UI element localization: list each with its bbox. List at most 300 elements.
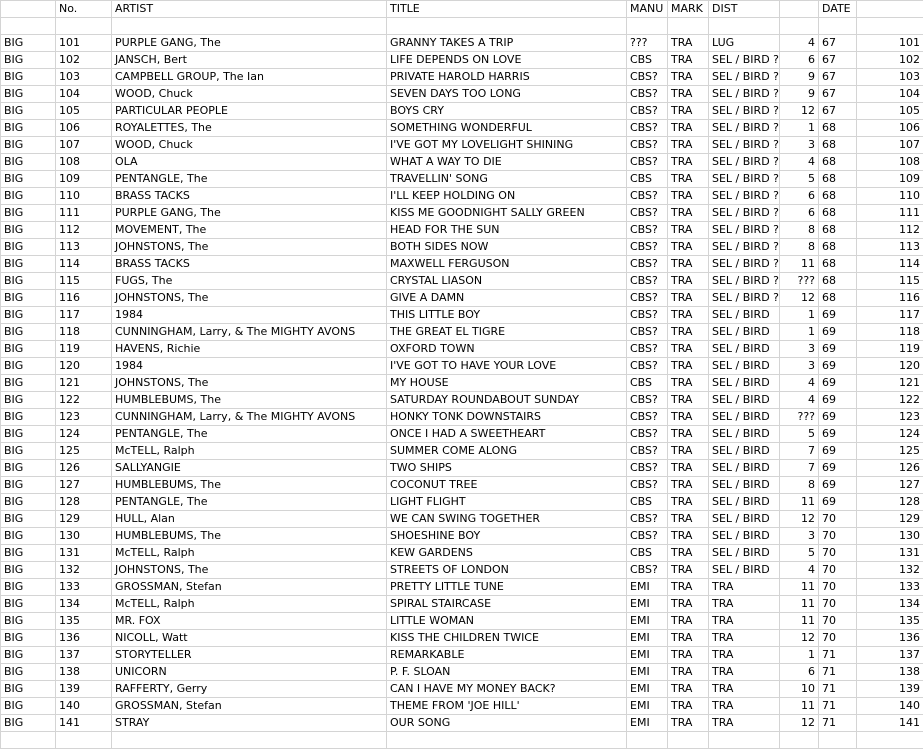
title-cell[interactable]: THE GREAT EL TIGRE — [387, 324, 627, 341]
label-cell[interactable]: BIG — [1, 426, 56, 443]
title-cell[interactable]: STREETS OF LONDON — [387, 562, 627, 579]
dist-cell[interactable]: SEL / BIRD ? — [709, 86, 780, 103]
catalog-cell[interactable]: 111 — [857, 205, 923, 222]
manu-cell[interactable]: CBS? — [627, 443, 668, 460]
catalog-cell[interactable]: 121 — [857, 375, 923, 392]
catalog-cell[interactable]: 134 — [857, 596, 923, 613]
year-cell[interactable]: 67 — [819, 103, 857, 120]
title-cell[interactable]: MY HOUSE — [387, 375, 627, 392]
title-cell[interactable]: KISS THE CHILDREN TWICE — [387, 630, 627, 647]
catalog-cell[interactable]: 135 — [857, 613, 923, 630]
mark-cell[interactable]: TRA — [668, 137, 709, 154]
mark-cell[interactable]: TRA — [668, 154, 709, 171]
title-cell[interactable]: BOYS CRY — [387, 103, 627, 120]
artist-cell[interactable]: HAVENS, Richie — [112, 341, 387, 358]
artist-cell[interactable]: OLA — [112, 154, 387, 171]
header-cell[interactable] — [1, 1, 56, 18]
empty-cell[interactable] — [857, 732, 923, 749]
catalog-cell[interactable]: 112 — [857, 222, 923, 239]
label-cell[interactable]: BIG — [1, 290, 56, 307]
header-cell[interactable] — [857, 1, 923, 18]
catalog-cell[interactable]: 103 — [857, 69, 923, 86]
title-cell[interactable]: THIS LITTLE BOY — [387, 307, 627, 324]
label-cell[interactable]: BIG — [1, 681, 56, 698]
dist-cell[interactable]: TRA — [709, 630, 780, 647]
artist-cell[interactable]: PENTANGLE, The — [112, 171, 387, 188]
mark-cell[interactable]: TRA — [668, 715, 709, 732]
number-cell[interactable]: 141 — [56, 715, 112, 732]
dist-cell[interactable]: SEL / BIRD ? — [709, 137, 780, 154]
number-cell[interactable]: 131 — [56, 545, 112, 562]
month-cell[interactable]: ??? — [780, 409, 819, 426]
catalog-cell[interactable]: 126 — [857, 460, 923, 477]
year-cell[interactable]: 69 — [819, 426, 857, 443]
artist-cell[interactable]: PURPLE GANG, The — [112, 35, 387, 52]
number-cell[interactable]: 104 — [56, 86, 112, 103]
dist-cell[interactable]: TRA — [709, 613, 780, 630]
artist-cell[interactable]: HULL, Alan — [112, 511, 387, 528]
title-cell[interactable]: WE CAN SWING TOGETHER — [387, 511, 627, 528]
title-cell[interactable]: LIGHT FLIGHT — [387, 494, 627, 511]
dist-cell[interactable]: SEL / BIRD — [709, 562, 780, 579]
manu-cell[interactable]: EMI — [627, 698, 668, 715]
title-cell[interactable]: ONCE I HAD A SWEETHEART — [387, 426, 627, 443]
catalog-cell[interactable]: 108 — [857, 154, 923, 171]
year-cell[interactable]: 68 — [819, 120, 857, 137]
label-cell[interactable]: BIG — [1, 528, 56, 545]
artist-cell[interactable]: BRASS TACKS — [112, 256, 387, 273]
catalog-cell[interactable]: 110 — [857, 188, 923, 205]
year-cell[interactable]: 68 — [819, 188, 857, 205]
year-cell[interactable]: 70 — [819, 545, 857, 562]
month-cell[interactable]: 7 — [780, 443, 819, 460]
title-cell[interactable]: KEW GARDENS — [387, 545, 627, 562]
month-cell[interactable]: 11 — [780, 494, 819, 511]
label-cell[interactable]: BIG — [1, 103, 56, 120]
dist-cell[interactable]: SEL / BIRD ? — [709, 256, 780, 273]
catalog-cell[interactable]: 102 — [857, 52, 923, 69]
mark-cell[interactable]: TRA — [668, 460, 709, 477]
header-cell[interactable] — [780, 1, 819, 18]
header-cell[interactable]: MANU — [627, 1, 668, 18]
manu-cell[interactable]: EMI — [627, 613, 668, 630]
artist-cell[interactable]: 1984 — [112, 358, 387, 375]
dist-cell[interactable]: SEL / BIRD — [709, 307, 780, 324]
label-cell[interactable]: BIG — [1, 86, 56, 103]
number-cell[interactable]: 106 — [56, 120, 112, 137]
dist-cell[interactable]: LUG — [709, 35, 780, 52]
label-cell[interactable]: BIG — [1, 698, 56, 715]
title-cell[interactable]: KISS ME GOODNIGHT SALLY GREEN — [387, 205, 627, 222]
dist-cell[interactable]: SEL / BIRD ? — [709, 239, 780, 256]
year-cell[interactable]: 68 — [819, 256, 857, 273]
artist-cell[interactable]: PENTANGLE, The — [112, 426, 387, 443]
year-cell[interactable]: 69 — [819, 477, 857, 494]
title-cell[interactable]: SATURDAY ROUNDABOUT SUNDAY — [387, 392, 627, 409]
label-cell[interactable]: BIG — [1, 477, 56, 494]
label-cell[interactable]: BIG — [1, 239, 56, 256]
mark-cell[interactable]: TRA — [668, 239, 709, 256]
label-cell[interactable]: BIG — [1, 715, 56, 732]
year-cell[interactable]: 70 — [819, 630, 857, 647]
manu-cell[interactable]: CBS? — [627, 324, 668, 341]
number-cell[interactable]: 113 — [56, 239, 112, 256]
label-cell[interactable]: BIG — [1, 596, 56, 613]
mark-cell[interactable]: TRA — [668, 86, 709, 103]
manu-cell[interactable]: CBS? — [627, 103, 668, 120]
number-cell[interactable]: 125 — [56, 443, 112, 460]
month-cell[interactable]: 7 — [780, 460, 819, 477]
label-cell[interactable]: BIG — [1, 545, 56, 562]
month-cell[interactable]: 6 — [780, 205, 819, 222]
title-cell[interactable]: I'LL KEEP HOLDING ON — [387, 188, 627, 205]
label-cell[interactable]: BIG — [1, 35, 56, 52]
title-cell[interactable]: GRANNY TAKES A TRIP — [387, 35, 627, 52]
artist-cell[interactable]: McTELL, Ralph — [112, 596, 387, 613]
empty-cell[interactable] — [857, 18, 923, 35]
month-cell[interactable]: 6 — [780, 664, 819, 681]
manu-cell[interactable]: CBS? — [627, 460, 668, 477]
artist-cell[interactable]: MR. FOX — [112, 613, 387, 630]
empty-cell[interactable] — [668, 732, 709, 749]
manu-cell[interactable]: CBS? — [627, 120, 668, 137]
number-cell[interactable]: 130 — [56, 528, 112, 545]
number-cell[interactable]: 115 — [56, 273, 112, 290]
catalog-cell[interactable]: 120 — [857, 358, 923, 375]
manu-cell[interactable]: CBS? — [627, 409, 668, 426]
artist-cell[interactable]: NICOLL, Watt — [112, 630, 387, 647]
dist-cell[interactable]: TRA — [709, 647, 780, 664]
manu-cell[interactable]: CBS? — [627, 154, 668, 171]
month-cell[interactable]: 11 — [780, 698, 819, 715]
header-cell[interactable]: TITLE — [387, 1, 627, 18]
manu-cell[interactable]: CBS? — [627, 290, 668, 307]
artist-cell[interactable]: BRASS TACKS — [112, 188, 387, 205]
label-cell[interactable]: BIG — [1, 154, 56, 171]
empty-cell[interactable] — [387, 18, 627, 35]
artist-cell[interactable]: CAMPBELL GROUP, The Ian — [112, 69, 387, 86]
catalog-cell[interactable]: 106 — [857, 120, 923, 137]
year-cell[interactable]: 70 — [819, 562, 857, 579]
label-cell[interactable]: BIG — [1, 579, 56, 596]
catalog-cell[interactable]: 115 — [857, 273, 923, 290]
number-cell[interactable]: 124 — [56, 426, 112, 443]
empty-cell[interactable] — [819, 18, 857, 35]
title-cell[interactable]: SUMMER COME ALONG — [387, 443, 627, 460]
dist-cell[interactable]: SEL / BIRD ? — [709, 222, 780, 239]
label-cell[interactable]: BIG — [1, 392, 56, 409]
title-cell[interactable]: THEME FROM 'JOE HILL' — [387, 698, 627, 715]
dist-cell[interactable]: SEL / BIRD — [709, 324, 780, 341]
title-cell[interactable]: CRYSTAL LIASON — [387, 273, 627, 290]
title-cell[interactable]: MAXWELL FERGUSON — [387, 256, 627, 273]
month-cell[interactable]: 1 — [780, 324, 819, 341]
catalog-cell[interactable]: 125 — [857, 443, 923, 460]
title-cell[interactable]: GIVE A DAMN — [387, 290, 627, 307]
number-cell[interactable]: 129 — [56, 511, 112, 528]
month-cell[interactable]: 11 — [780, 256, 819, 273]
dist-cell[interactable]: TRA — [709, 698, 780, 715]
artist-cell[interactable]: WOOD, Chuck — [112, 86, 387, 103]
catalog-cell[interactable]: 130 — [857, 528, 923, 545]
dist-cell[interactable]: SEL / BIRD ? — [709, 188, 780, 205]
dist-cell[interactable]: SEL / BIRD — [709, 443, 780, 460]
manu-cell[interactable]: CBS — [627, 171, 668, 188]
artist-cell[interactable]: JOHNSTONS, The — [112, 239, 387, 256]
number-cell[interactable]: 111 — [56, 205, 112, 222]
empty-cell[interactable] — [1, 732, 56, 749]
manu-cell[interactable]: EMI — [627, 715, 668, 732]
artist-cell[interactable]: WOOD, Chuck — [112, 137, 387, 154]
mark-cell[interactable]: TRA — [668, 579, 709, 596]
mark-cell[interactable]: TRA — [668, 409, 709, 426]
title-cell[interactable]: SHOESHINE BOY — [387, 528, 627, 545]
number-cell[interactable]: 102 — [56, 52, 112, 69]
manu-cell[interactable]: CBS? — [627, 273, 668, 290]
artist-cell[interactable]: PURPLE GANG, The — [112, 205, 387, 222]
manu-cell[interactable]: EMI — [627, 579, 668, 596]
artist-cell[interactable]: JOHNSTONS, The — [112, 290, 387, 307]
dist-cell[interactable]: SEL / BIRD ? — [709, 154, 780, 171]
year-cell[interactable]: 69 — [819, 375, 857, 392]
manu-cell[interactable]: CBS? — [627, 256, 668, 273]
empty-cell[interactable] — [819, 732, 857, 749]
dist-cell[interactable]: SEL / BIRD — [709, 528, 780, 545]
title-cell[interactable]: SPIRAL STAIRCASE — [387, 596, 627, 613]
header-cell[interactable]: No. — [56, 1, 112, 18]
number-cell[interactable]: 110 — [56, 188, 112, 205]
month-cell[interactable]: 3 — [780, 528, 819, 545]
label-cell[interactable]: BIG — [1, 341, 56, 358]
mark-cell[interactable]: TRA — [668, 630, 709, 647]
empty-cell[interactable] — [709, 732, 780, 749]
number-cell[interactable]: 134 — [56, 596, 112, 613]
year-cell[interactable]: 70 — [819, 613, 857, 630]
month-cell[interactable]: 6 — [780, 188, 819, 205]
dist-cell[interactable]: TRA — [709, 715, 780, 732]
month-cell[interactable]: 12 — [780, 630, 819, 647]
month-cell[interactable]: 8 — [780, 477, 819, 494]
title-cell[interactable]: WHAT A WAY TO DIE — [387, 154, 627, 171]
mark-cell[interactable]: TRA — [668, 307, 709, 324]
artist-cell[interactable]: PENTANGLE, The — [112, 494, 387, 511]
label-cell[interactable]: BIG — [1, 205, 56, 222]
mark-cell[interactable]: TRA — [668, 290, 709, 307]
empty-cell[interactable] — [387, 732, 627, 749]
header-cell[interactable]: ARTIST — [112, 1, 387, 18]
manu-cell[interactable]: CBS? — [627, 86, 668, 103]
mark-cell[interactable]: TRA — [668, 613, 709, 630]
manu-cell[interactable]: EMI — [627, 664, 668, 681]
year-cell[interactable]: 70 — [819, 579, 857, 596]
mark-cell[interactable]: TRA — [668, 562, 709, 579]
manu-cell[interactable]: CBS — [627, 494, 668, 511]
dist-cell[interactable]: TRA — [709, 579, 780, 596]
dist-cell[interactable]: SEL / BIRD — [709, 460, 780, 477]
dist-cell[interactable]: SEL / BIRD ? — [709, 273, 780, 290]
month-cell[interactable]: 4 — [780, 35, 819, 52]
catalog-cell[interactable]: 137 — [857, 647, 923, 664]
year-cell[interactable]: 69 — [819, 358, 857, 375]
number-cell[interactable]: 105 — [56, 103, 112, 120]
empty-cell[interactable] — [780, 732, 819, 749]
title-cell[interactable]: TWO SHIPS — [387, 460, 627, 477]
number-cell[interactable]: 121 — [56, 375, 112, 392]
catalog-cell[interactable]: 118 — [857, 324, 923, 341]
number-cell[interactable]: 135 — [56, 613, 112, 630]
mark-cell[interactable]: TRA — [668, 681, 709, 698]
artist-cell[interactable]: JANSCH, Bert — [112, 52, 387, 69]
artist-cell[interactable]: SALLYANGIE — [112, 460, 387, 477]
mark-cell[interactable]: TRA — [668, 324, 709, 341]
month-cell[interactable]: 5 — [780, 426, 819, 443]
month-cell[interactable]: 4 — [780, 154, 819, 171]
mark-cell[interactable]: TRA — [668, 273, 709, 290]
month-cell[interactable]: 1 — [780, 307, 819, 324]
title-cell[interactable]: TRAVELLIN' SONG — [387, 171, 627, 188]
year-cell[interactable]: 71 — [819, 715, 857, 732]
month-cell[interactable]: 3 — [780, 358, 819, 375]
empty-cell[interactable] — [56, 732, 112, 749]
month-cell[interactable]: 4 — [780, 392, 819, 409]
year-cell[interactable]: 68 — [819, 290, 857, 307]
catalog-cell[interactable]: 133 — [857, 579, 923, 596]
number-cell[interactable]: 140 — [56, 698, 112, 715]
label-cell[interactable]: BIG — [1, 137, 56, 154]
artist-cell[interactable]: GROSSMAN, Stefan — [112, 698, 387, 715]
year-cell[interactable]: 69 — [819, 443, 857, 460]
month-cell[interactable]: ??? — [780, 273, 819, 290]
label-cell[interactable]: BIG — [1, 443, 56, 460]
label-cell[interactable]: BIG — [1, 664, 56, 681]
catalog-cell[interactable]: 109 — [857, 171, 923, 188]
artist-cell[interactable]: RAFFERTY, Gerry — [112, 681, 387, 698]
label-cell[interactable]: BIG — [1, 630, 56, 647]
manu-cell[interactable]: CBS? — [627, 137, 668, 154]
dist-cell[interactable]: TRA — [709, 596, 780, 613]
manu-cell[interactable]: CBS? — [627, 562, 668, 579]
manu-cell[interactable]: CBS? — [627, 307, 668, 324]
label-cell[interactable]: BIG — [1, 52, 56, 69]
year-cell[interactable]: 70 — [819, 528, 857, 545]
year-cell[interactable]: 69 — [819, 341, 857, 358]
month-cell[interactable]: 9 — [780, 86, 819, 103]
number-cell[interactable]: 107 — [56, 137, 112, 154]
catalog-cell[interactable]: 117 — [857, 307, 923, 324]
header-cell[interactable]: DATE — [819, 1, 857, 18]
mark-cell[interactable]: TRA — [668, 596, 709, 613]
catalog-cell[interactable]: 131 — [857, 545, 923, 562]
artist-cell[interactable]: FUGS, The — [112, 273, 387, 290]
year-cell[interactable]: 67 — [819, 69, 857, 86]
title-cell[interactable]: BOTH SIDES NOW — [387, 239, 627, 256]
year-cell[interactable]: 68 — [819, 239, 857, 256]
manu-cell[interactable]: CBS? — [627, 341, 668, 358]
label-cell[interactable]: BIG — [1, 120, 56, 137]
number-cell[interactable]: 103 — [56, 69, 112, 86]
mark-cell[interactable]: TRA — [668, 69, 709, 86]
number-cell[interactable]: 122 — [56, 392, 112, 409]
number-cell[interactable]: 133 — [56, 579, 112, 596]
empty-cell[interactable] — [1, 18, 56, 35]
year-cell[interactable]: 70 — [819, 596, 857, 613]
number-cell[interactable]: 128 — [56, 494, 112, 511]
title-cell[interactable]: CAN I HAVE MY MONEY BACK? — [387, 681, 627, 698]
label-cell[interactable]: BIG — [1, 188, 56, 205]
mark-cell[interactable]: TRA — [668, 664, 709, 681]
catalog-cell[interactable]: 122 — [857, 392, 923, 409]
mark-cell[interactable]: TRA — [668, 494, 709, 511]
dist-cell[interactable]: SEL / BIRD — [709, 341, 780, 358]
number-cell[interactable]: 114 — [56, 256, 112, 273]
mark-cell[interactable]: TRA — [668, 698, 709, 715]
manu-cell[interactable]: CBS? — [627, 528, 668, 545]
mark-cell[interactable]: TRA — [668, 511, 709, 528]
title-cell[interactable]: OXFORD TOWN — [387, 341, 627, 358]
year-cell[interactable]: 69 — [819, 409, 857, 426]
year-cell[interactable]: 68 — [819, 222, 857, 239]
manu-cell[interactable]: EMI — [627, 681, 668, 698]
dist-cell[interactable]: SEL / BIRD ? — [709, 69, 780, 86]
dist-cell[interactable]: SEL / BIRD — [709, 426, 780, 443]
label-cell[interactable]: BIG — [1, 69, 56, 86]
year-cell[interactable]: 69 — [819, 324, 857, 341]
artist-cell[interactable]: JOHNSTONS, The — [112, 562, 387, 579]
title-cell[interactable]: LIFE DEPENDS ON LOVE — [387, 52, 627, 69]
year-cell[interactable]: 67 — [819, 86, 857, 103]
year-cell[interactable]: 67 — [819, 52, 857, 69]
title-cell[interactable]: PRIVATE HAROLD HARRIS — [387, 69, 627, 86]
year-cell[interactable]: 67 — [819, 35, 857, 52]
label-cell[interactable]: BIG — [1, 222, 56, 239]
title-cell[interactable]: I'VE GOT TO HAVE YOUR LOVE — [387, 358, 627, 375]
year-cell[interactable]: 68 — [819, 205, 857, 222]
artist-cell[interactable]: ROYALETTES, The — [112, 120, 387, 137]
dist-cell[interactable]: SEL / BIRD — [709, 477, 780, 494]
artist-cell[interactable]: 1984 — [112, 307, 387, 324]
month-cell[interactable]: 4 — [780, 375, 819, 392]
mark-cell[interactable]: TRA — [668, 375, 709, 392]
month-cell[interactable]: 3 — [780, 341, 819, 358]
mark-cell[interactable]: TRA — [668, 477, 709, 494]
manu-cell[interactable]: EMI — [627, 630, 668, 647]
dist-cell[interactable]: SEL / BIRD ? — [709, 103, 780, 120]
empty-cell[interactable] — [56, 18, 112, 35]
artist-cell[interactable]: JOHNSTONS, The — [112, 375, 387, 392]
label-cell[interactable]: BIG — [1, 171, 56, 188]
dist-cell[interactable]: TRA — [709, 681, 780, 698]
catalog-cell[interactable]: 101 — [857, 35, 923, 52]
empty-cell[interactable] — [112, 732, 387, 749]
dist-cell[interactable]: SEL / BIRD ? — [709, 171, 780, 188]
number-cell[interactable]: 138 — [56, 664, 112, 681]
catalog-cell[interactable]: 107 — [857, 137, 923, 154]
title-cell[interactable]: SEVEN DAYS TOO LONG — [387, 86, 627, 103]
label-cell[interactable]: BIG — [1, 273, 56, 290]
manu-cell[interactable]: CBS? — [627, 69, 668, 86]
dist-cell[interactable]: SEL / BIRD ? — [709, 120, 780, 137]
mark-cell[interactable]: TRA — [668, 647, 709, 664]
artist-cell[interactable]: McTELL, Ralph — [112, 545, 387, 562]
title-cell[interactable]: REMARKABLE — [387, 647, 627, 664]
manu-cell[interactable]: CBS? — [627, 205, 668, 222]
year-cell[interactable]: 71 — [819, 681, 857, 698]
dist-cell[interactable]: SEL / BIRD ? — [709, 290, 780, 307]
mark-cell[interactable]: TRA — [668, 341, 709, 358]
month-cell[interactable]: 1 — [780, 120, 819, 137]
month-cell[interactable]: 4 — [780, 562, 819, 579]
number-cell[interactable]: 108 — [56, 154, 112, 171]
